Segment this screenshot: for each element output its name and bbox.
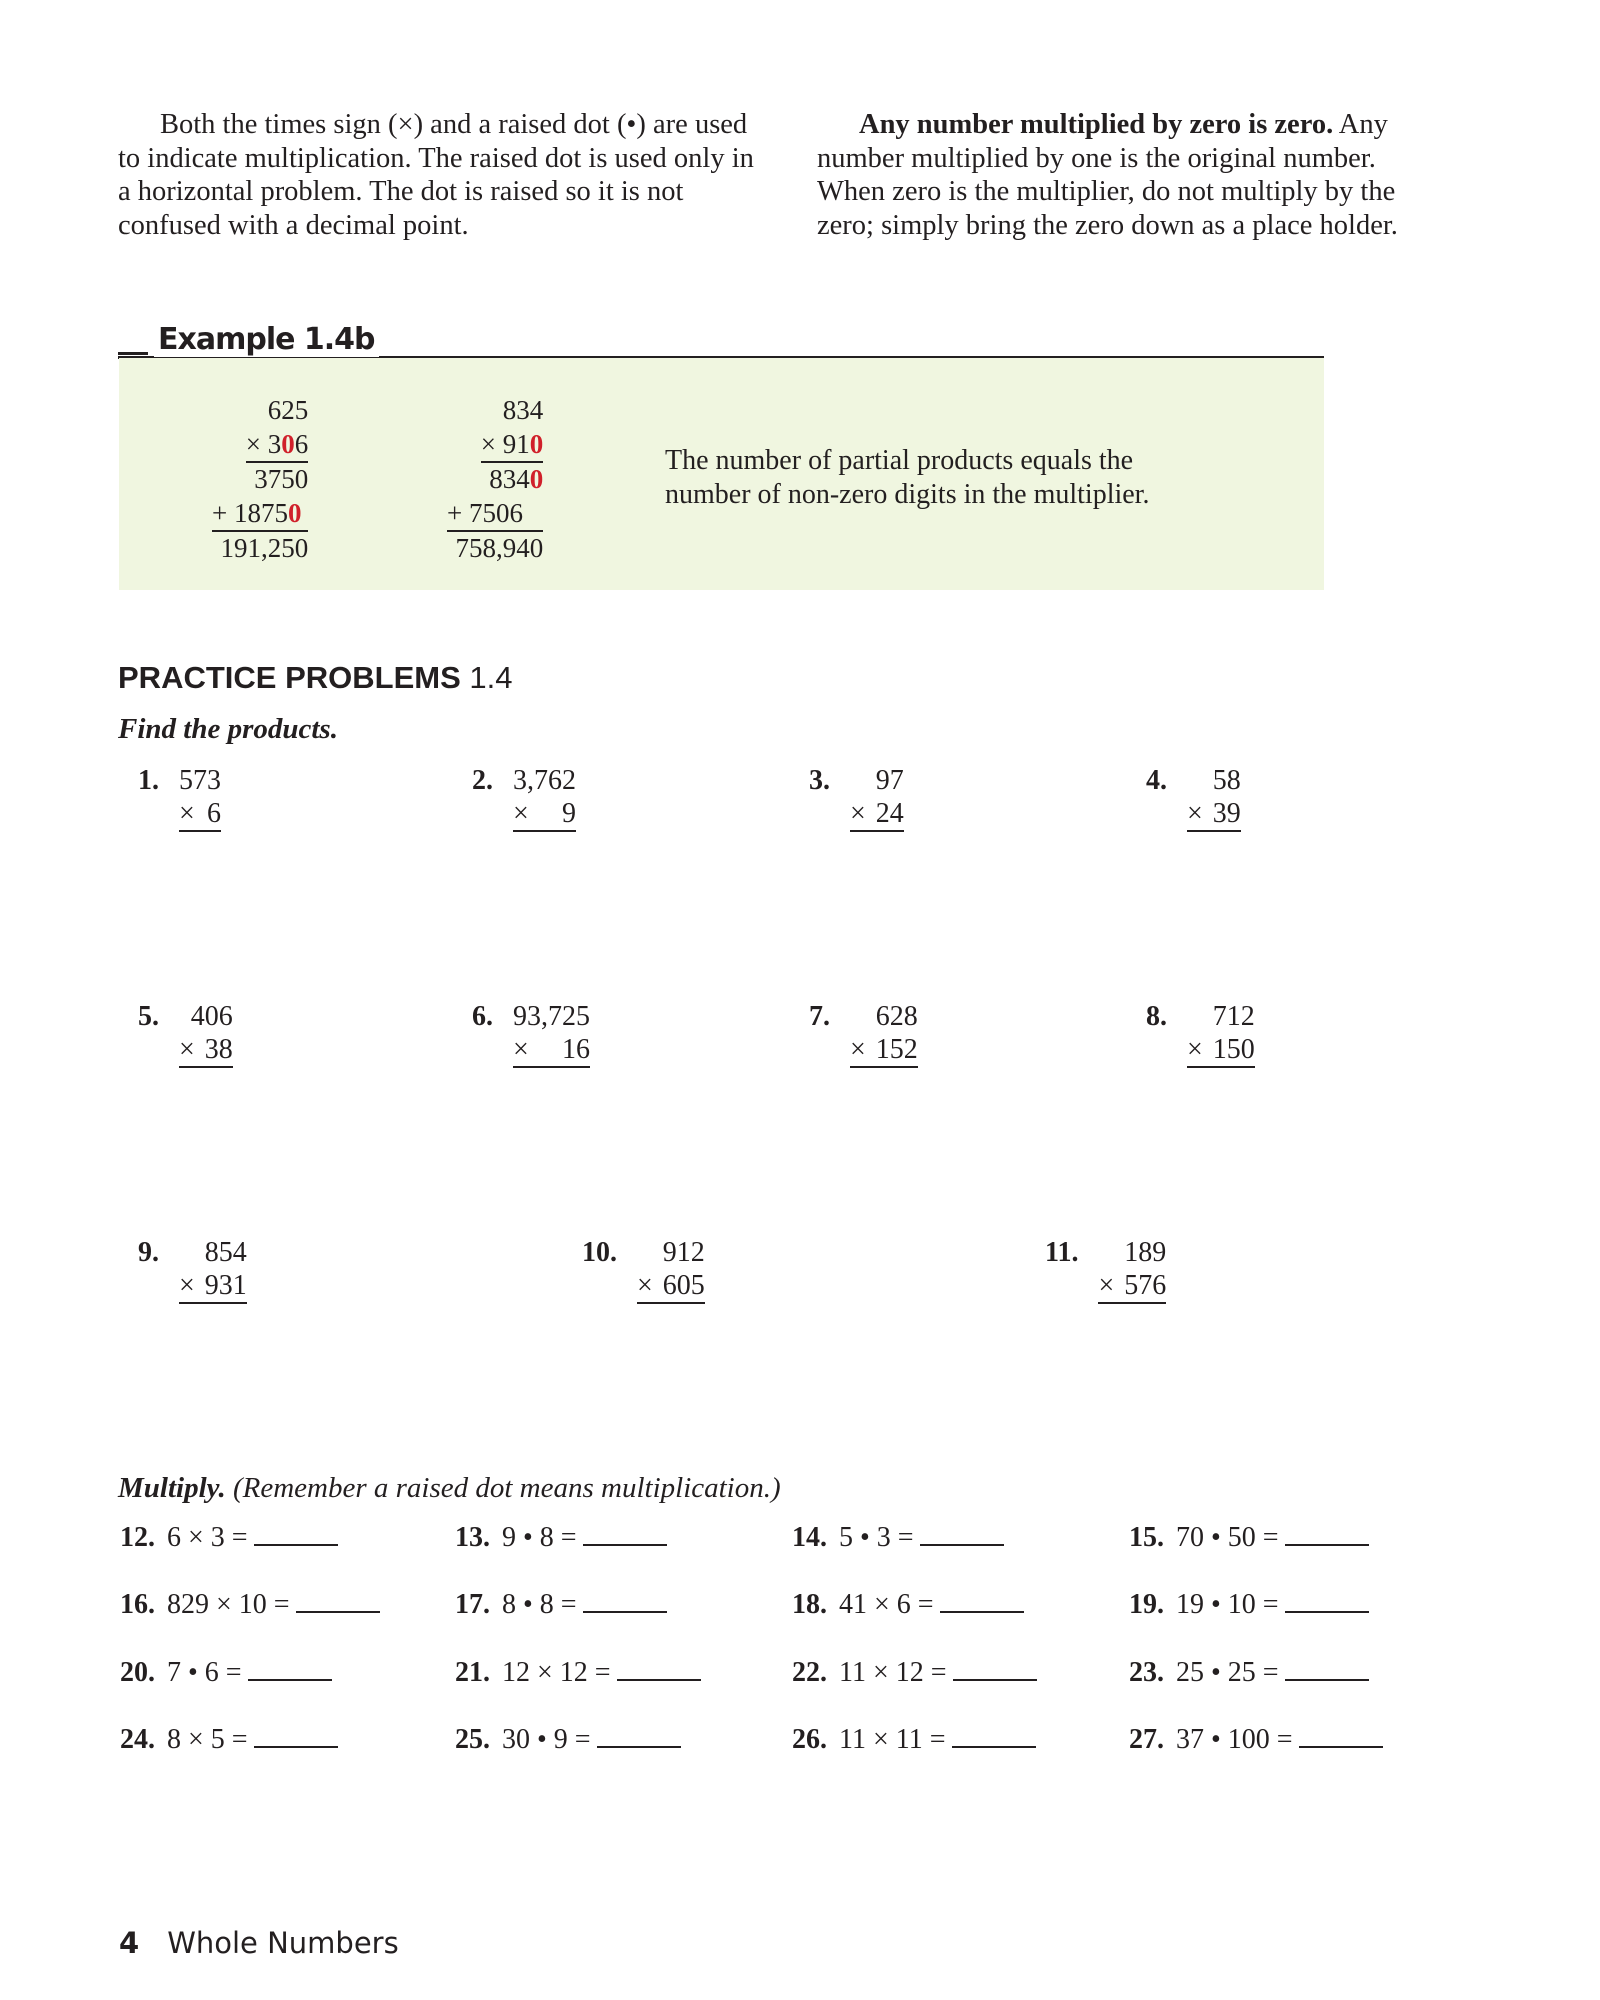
example-note: The number of partial products equals the number of non-zero digits in the multiplier.: [665, 445, 1150, 510]
multiplier: 16: [562, 1034, 590, 1065]
times-sign: ×: [179, 1034, 195, 1065]
multiplier: 38: [204, 1034, 233, 1065]
calc2-partial-2: + 7506: [447, 497, 543, 533]
times-sign: ×: [179, 798, 195, 829]
expression: 6 × 3 =: [167, 1522, 248, 1553]
times-sign: ×: [1098, 1270, 1115, 1301]
practice-problem: [1045, 1236, 1166, 1304]
calc2-partial-1: 8340: [489, 464, 544, 494]
problem-number: 23.: [1129, 1657, 1164, 1688]
expression: 9 • 8 =: [502, 1522, 577, 1553]
multiply-problem: [455, 1722, 681, 1756]
problem-number: 6.: [472, 1001, 493, 1032]
times-sign: ×: [850, 798, 866, 829]
problem-number: 3.: [809, 765, 830, 796]
answer-blank[interactable]: [617, 1655, 701, 1681]
problem-number: 13.: [455, 1522, 490, 1553]
calc1-top: 625: [267, 395, 309, 425]
answer-blank[interactable]: [583, 1587, 667, 1613]
expression: 829 × 10 =: [167, 1589, 290, 1620]
problem-number: 8.: [1146, 1001, 1167, 1032]
problem-number: 16.: [120, 1589, 155, 1620]
expression: 8 • 8 =: [502, 1589, 577, 1620]
chapter-title: Whole Numbers: [167, 1926, 399, 1960]
multiply-problem: [455, 1655, 701, 1689]
multiplier: 152: [875, 1034, 918, 1065]
intro-left: [118, 108, 768, 242]
multiplier: 24: [875, 798, 904, 829]
problem-number: 10.: [582, 1237, 617, 1268]
times-sign: ×: [513, 798, 529, 829]
practice-problem: [1146, 764, 1241, 832]
answer-blank[interactable]: [254, 1520, 338, 1546]
answer-blank[interactable]: [248, 1655, 332, 1681]
practice-problem: [809, 1000, 918, 1068]
example-box: [119, 358, 1324, 590]
times-sign: ×: [1187, 798, 1203, 829]
multiply-problem: [120, 1587, 380, 1621]
multiplicand: 573: [179, 765, 221, 796]
multiplicand: 93,725: [513, 1001, 590, 1032]
multiplicand: 628: [875, 1001, 918, 1032]
problem-number: 19.: [1129, 1589, 1164, 1620]
problem-number: 9.: [138, 1237, 159, 1268]
example-title: Example 1.4b: [154, 322, 379, 357]
calc2-top: 834: [502, 395, 544, 425]
answer-blank[interactable]: [1299, 1722, 1383, 1748]
expression: 19 • 10 =: [1176, 1589, 1279, 1620]
expression: 41 × 6 =: [839, 1589, 934, 1620]
answer-blank[interactable]: [296, 1587, 380, 1613]
multiplicand: 58: [1212, 765, 1241, 796]
practice-title: PRACTICE PROBLEMS 1.4: [118, 660, 513, 695]
intro-left-paragraph: Both the times sign (×) and a raised dot (•) are used to indicate multiplication. The raised dot is used only in a horizontal problem. The dot is raised so it is not confused with a decimal point.: [118, 109, 754, 241]
answer-blank[interactable]: [1285, 1587, 1369, 1613]
problem-number: 12.: [120, 1522, 155, 1553]
answer-blank[interactable]: [952, 1722, 1036, 1748]
multiplicand: 854: [204, 1237, 247, 1268]
practice-problem: [138, 1236, 247, 1304]
multiplicand: 406: [190, 1001, 233, 1032]
multiply-instruction: Multiply. (Remember a raised dot means multiplication.): [118, 1472, 781, 1504]
calc1-partial-2: + 18750: [212, 497, 308, 533]
example-header: [118, 322, 1324, 359]
problem-number: 11.: [1045, 1237, 1079, 1268]
page-footer: [119, 1926, 399, 1960]
multiplier: 6: [207, 798, 221, 829]
expression: 30 • 9 =: [502, 1724, 591, 1755]
multiplicand: 97: [875, 765, 904, 796]
times-sign: ×: [179, 1270, 195, 1301]
multiplier: 39: [1212, 798, 1241, 829]
intro-right-paragraph: Any number multiplied by one is the original number. When zero is the multiplier, do not multiply by the zero; simply bring the zero down as a place holder.: [817, 109, 1398, 241]
problem-number: 27.: [1129, 1724, 1164, 1755]
practice-problem: [138, 1000, 233, 1068]
times-sign: ×: [513, 1034, 529, 1065]
practice-problem: [809, 764, 904, 832]
problem-number: 7.: [809, 1001, 830, 1032]
multiply-problem: [792, 1587, 1024, 1621]
multiplicand: 712: [1212, 1001, 1255, 1032]
expression: 11 × 12 =: [839, 1657, 947, 1688]
practice-problem: [472, 1000, 590, 1068]
multiply-problem: [455, 1520, 667, 1554]
practice-problem: [138, 764, 221, 832]
intro-right: [817, 108, 1432, 242]
practice-problem: [472, 764, 576, 832]
multiply-problem: [120, 1520, 338, 1554]
calc1-result: 191,250: [220, 533, 309, 563]
multiplier: 150: [1212, 1034, 1255, 1065]
expression: 5 • 3 =: [839, 1522, 914, 1553]
problem-number: 17.: [455, 1589, 490, 1620]
multiply-problem: [792, 1520, 1004, 1554]
times-sign: ×: [1187, 1034, 1203, 1065]
answer-blank[interactable]: [597, 1722, 681, 1748]
problem-number: 22.: [792, 1657, 827, 1688]
multiply-problem: [792, 1655, 1037, 1689]
problem-number: 4.: [1146, 765, 1167, 796]
answer-blank[interactable]: [254, 1722, 338, 1748]
multiplier: 931: [204, 1270, 247, 1301]
answer-blank[interactable]: [953, 1655, 1037, 1681]
calc1-partial-1: 3750: [254, 464, 309, 494]
problem-number: 2.: [472, 765, 493, 796]
calc2-result: 758,940: [455, 533, 544, 563]
answer-blank[interactable]: [583, 1520, 667, 1546]
expression: 8 × 5 =: [167, 1724, 248, 1755]
problem-number: 21.: [455, 1657, 490, 1688]
multiply-problem: [1129, 1722, 1383, 1756]
problem-number: 15.: [1129, 1522, 1164, 1553]
problem-number: 26.: [792, 1724, 827, 1755]
answer-blank[interactable]: [920, 1520, 1004, 1546]
multiplicand: 912: [662, 1237, 705, 1268]
multiplier: 9: [562, 798, 576, 829]
calc1-multiplier: × 306: [246, 428, 308, 464]
times-sign: ×: [637, 1270, 653, 1301]
expression: 11 × 11 =: [839, 1724, 946, 1755]
multiplicand: 3,762: [513, 765, 576, 796]
answer-blank[interactable]: [1285, 1520, 1369, 1546]
multiplicand: 189: [1124, 1237, 1167, 1268]
multiply-problem: [120, 1655, 332, 1689]
expression: 12 × 12 =: [502, 1657, 611, 1688]
problem-number: 5.: [138, 1001, 159, 1032]
multiplier: 605: [662, 1270, 705, 1301]
expression: 70 • 50 =: [1176, 1522, 1279, 1553]
multiplier: 576: [1124, 1270, 1167, 1301]
multiply-problem: [1129, 1655, 1369, 1689]
problem-number: 20.: [120, 1657, 155, 1688]
answer-blank[interactable]: [1285, 1655, 1369, 1681]
expression: 37 • 100 =: [1176, 1724, 1293, 1755]
expression: 25 • 25 =: [1176, 1657, 1279, 1688]
multiply-problem: [455, 1587, 667, 1621]
problem-number: 25.: [455, 1724, 490, 1755]
example-calc-1: [212, 394, 308, 566]
multiply-problem: [792, 1722, 1036, 1756]
practice-problem: [1146, 1000, 1255, 1068]
expression: 7 • 6 =: [167, 1657, 242, 1688]
problem-number: 24.: [120, 1724, 155, 1755]
multiply-problem: [120, 1722, 338, 1756]
answer-blank[interactable]: [940, 1587, 1024, 1613]
zero-rule: Any number multiplied by zero is zero.: [859, 109, 1334, 140]
practice-problem: [582, 1236, 705, 1304]
multiply-problem: [1129, 1587, 1369, 1621]
problem-number: 1.: [138, 765, 159, 796]
calc2-multiplier: × 910: [481, 428, 543, 464]
practice-instruction: Find the products.: [118, 713, 338, 745]
times-sign: ×: [850, 1034, 866, 1065]
problem-number: 18.: [792, 1589, 827, 1620]
example-calc-2: [447, 394, 543, 566]
page-number: 4: [119, 1926, 140, 1960]
problem-number: 14.: [792, 1522, 827, 1553]
multiply-problem: [1129, 1520, 1369, 1554]
